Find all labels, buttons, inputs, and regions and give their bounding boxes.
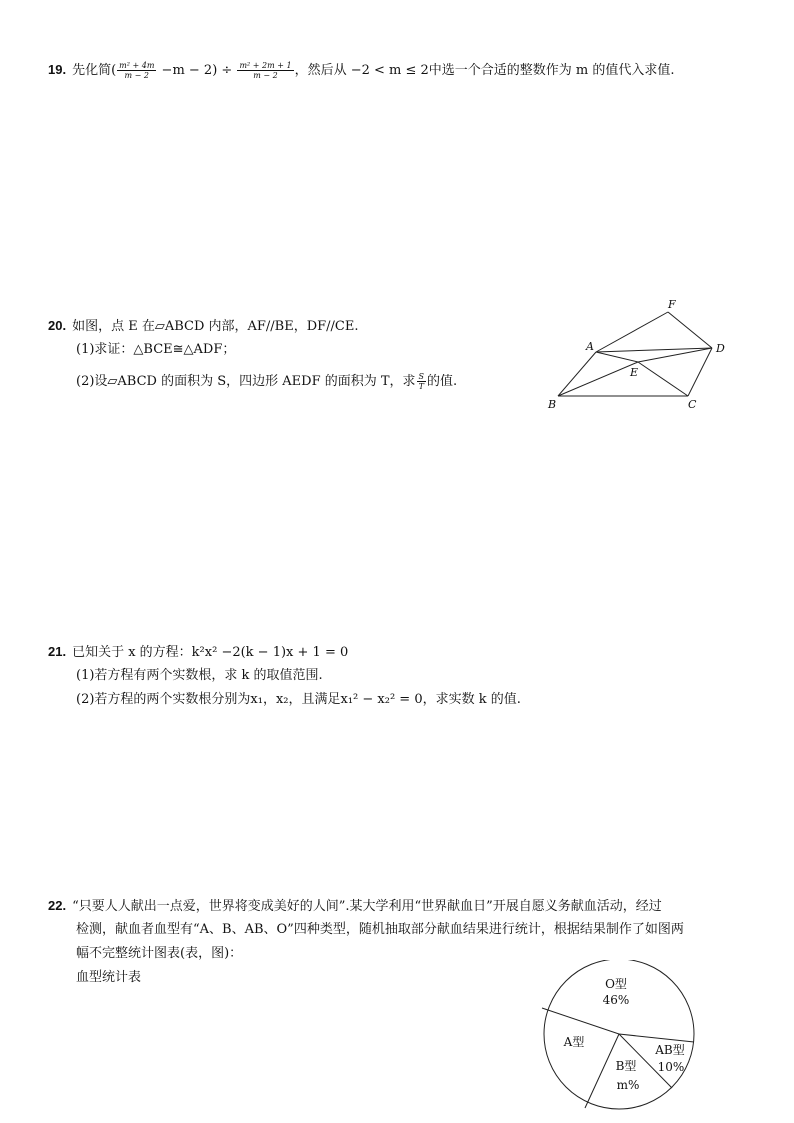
q20-stem: 如图，点 E 在▱ABCD 内部，AF//BE，DF//CE. (72, 319, 359, 334)
question-19 (48, 58, 748, 83)
pie-label-b: B型 (615, 1059, 637, 1073)
label-a: A (586, 340, 594, 353)
fraction-s-over-t: $\frac{S}{T}$ (418, 372, 425, 391)
pie-label-ab: AB型 (655, 1043, 685, 1057)
label-b: B (548, 398, 557, 411)
pie-label-o: O型 (605, 977, 627, 991)
label-c: C (688, 398, 697, 411)
segment-ae (596, 352, 638, 362)
q19-text-1: 先化简( (72, 63, 117, 78)
question-number: 20. (48, 318, 67, 333)
question-number: 19. (48, 62, 67, 77)
q22-line-2: 检测，献血者血型有“A、B、AB、O”四种类型，随机抽取部分献血结果进行统计，根据结果制作了如图两 (76, 922, 684, 937)
pie-label-a: A型 (563, 1035, 585, 1049)
segment-fd (668, 312, 712, 348)
question-number: 22. (48, 898, 67, 913)
label-f: F (668, 298, 676, 311)
segment-be (558, 362, 638, 396)
segment-ba (558, 352, 596, 396)
q21-part-1: (1)若方程有两个实数根，求 k 的取值范围. (76, 668, 323, 683)
fraction-1: $\frac{\text{m² + 4m}}{m - 2}$ (119, 61, 155, 80)
q22-line-3: 幅不完整统计图表(表，图)： (76, 946, 243, 961)
pie-value-o: 46% (602, 993, 630, 1007)
segment-ec (638, 362, 688, 396)
q20-part-2: (2)设▱ABCD 的面积为 S，四边形 AEDF 的面积为 T，求 $\frac{S}{T}$ 的值. (76, 372, 458, 391)
q21-stem: 已知关于 x 的方程：k²x² −2(k − 1)x + 1 = 0 (72, 645, 349, 660)
label-d: D (716, 342, 725, 355)
q22-line-1: “只要人人献出一点爱，世界将变成美好的人间”.某大学利用“世界献血日”开展自愿义务献血活动，经过 (72, 899, 662, 914)
q19-text-3: ，然后从 −2 < m ≤ 2中选一个合适的整数作为 m 的值代入求值. (294, 63, 675, 78)
q19-text-2: −m − 2) ÷ (157, 63, 237, 78)
pie-value-b: m% (616, 1078, 640, 1092)
table-title: 血型统计表 (76, 970, 142, 985)
pie-value-ab: 10% (657, 1060, 685, 1074)
parallelogram-figure (540, 296, 740, 416)
question-22 (48, 894, 748, 919)
fraction-2: $\frac{\text{m² + 2m + 1}}{m - 2}$ (239, 61, 292, 80)
label-e: E (630, 366, 639, 379)
segment-af (596, 312, 668, 352)
question-21 (48, 640, 748, 665)
q20-part-1: (1)求证：△BCE≅△ADF； (76, 342, 236, 357)
segment-dc (688, 348, 712, 396)
q21-part-2: (2)若方程的两个实数根分别为x₁，x₂，且满足x₁² − x₂² = 0，求实数 k 的值. (76, 692, 521, 707)
question-number: 21. (48, 644, 67, 659)
blood-type-pie-chart (530, 960, 710, 1120)
